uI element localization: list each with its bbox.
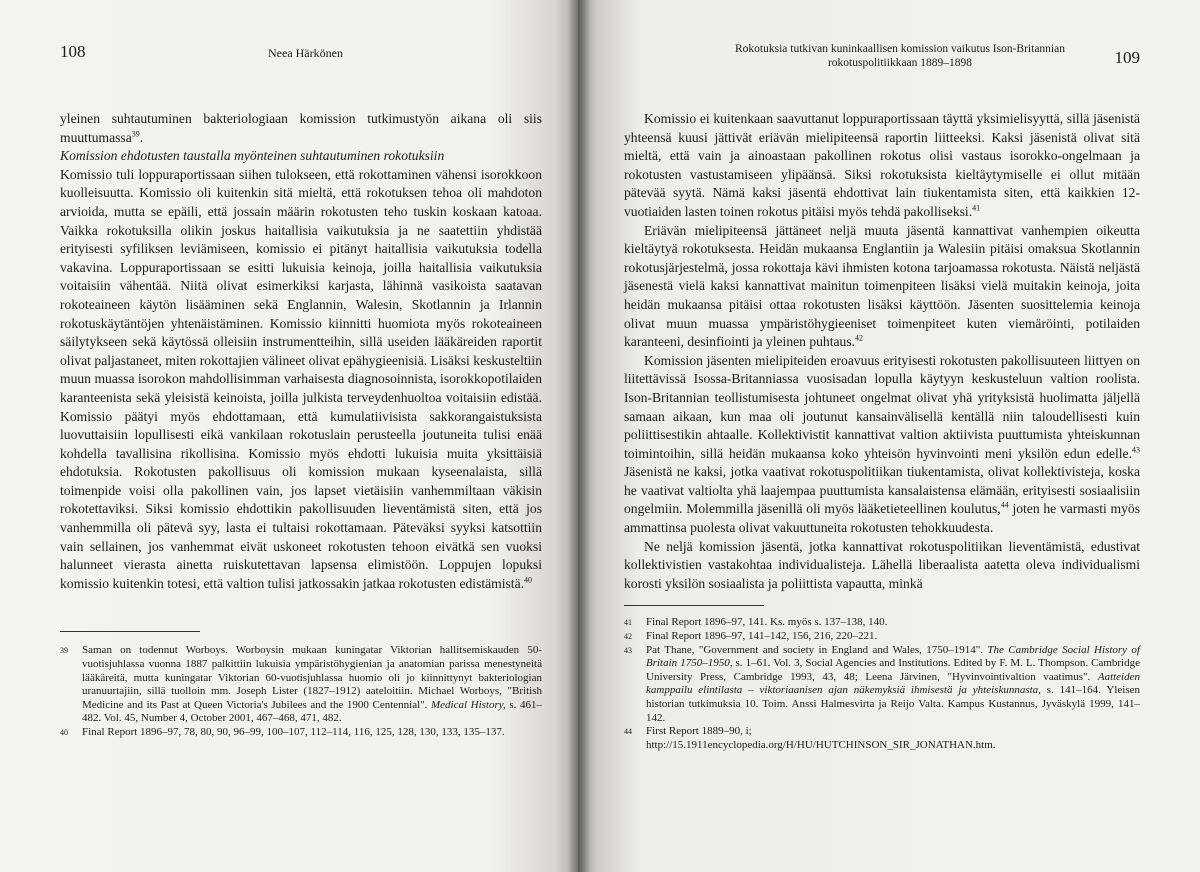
footnote-rule xyxy=(60,631,200,632)
footnote-ref[interactable]: 42 xyxy=(855,333,864,343)
footnote-ref[interactable]: 43 xyxy=(1132,445,1140,455)
footnote: 43 Pat Thane, "Government and society in England and Wales, 1750–1914". The Cambridge Social History of Britain 1750–1950, s. 1–61. Vol. 3, Social Agencies and Institutions. Edited by F. M. L. Thompson. Cambridge University Press, Cambridge 1993, 43, 48; Leena Järvinen, "Hyvinvointivaltion vaatimus". Aatteiden kamppailu elintilasta – viktoriaanisen ajan näkemyksiä ihmisestä ja yhteiskunnasta, s. 141–164. Yleisen historian tutkimuksia 10. Toim. Anssi Halmesvirta ja Reijo Valta. Kampus Kustannus, Jyväskylä 1999, 141–142. xyxy=(624,643,1140,724)
book-gutter xyxy=(568,0,590,872)
footnote: 41 Final Report 1896–97, 141. Ks. myös s. 137–138, 140. xyxy=(624,616,888,629)
running-head-right xyxy=(624,36,1140,76)
footnote-mark: 43 xyxy=(624,645,632,655)
footnote-mark: 39 xyxy=(60,646,68,656)
footnotes-left xyxy=(60,644,542,739)
paragraph: Ne neljä komission jäsentä, jotka kannattivat rokotuspolitiikan lieventämistä, edustivat kollektivistien vastakohtaa individualisteja. Lähellä liberaalista aatetta oleva individualismi korosti yksilön sosiaalista ja poliittista vapautta, minkä xyxy=(624,538,1140,591)
left-page xyxy=(0,0,578,872)
footnote-ref[interactable]: 40 xyxy=(524,575,533,585)
section-heading: Komission ehdotusten taustalla myönteinen suhtautuminen rokotuksiin xyxy=(60,148,445,164)
footnote-mark: 42 xyxy=(624,632,632,642)
footnote-rule xyxy=(624,605,764,606)
footnote-url: http://15.1911encyclopedia.org/H/HU/HUTCHINSON_SIR_JONATHAN.htm. xyxy=(646,738,996,751)
footnote-mark: 40 xyxy=(60,728,68,737)
running-head-author: Neea Härkönen xyxy=(268,46,343,60)
page-number: 108 xyxy=(60,42,86,61)
footnote: 39 Saman on todennut Worboys. Worboysin mukaan kuningatar Viktorian hallitsemiskauden 50-vuotisjuhlassa vuonna 1887 palkittiin lukuisia ympäristöhygienian ja anatomian parissa menestyneitä lääkäreitä, mutta kuningatar Viktorian 60-vuotisjuhlassa huomio oli jo kiinnittynyt bakteriologian uranuurtajiin, sillä tuolloin mm. Joseph Lister (1827–1912) aateloitiin. Michael Worboys, "British Medicine and its Past at Queen Victoria's Jubilees and the 1900 Centennial". Medical History, s. 461–482. Vol. 45, Number 4, October 2001, 467–468, 471, 482. xyxy=(60,644,542,725)
paragraph: Komission jäsenten mielipiteiden eroavuus erityisesti rokotusten pakollisuuteen liittyen on liitettävissä Isossa-Britanniassa vuosisadan lopulla käytyyn keskusteluun valtion roolista. Ison-Britannian teollistumisesta johtuneet ongelmat olivat yhä yrityksistä huolimatta jäljellä samaan aikaan, kun maa oli joutunut kansainvälisellä kentällä niin taloudellisesti kuin poliittisestikin ahtaalle. Kollektivistit kannattivat valtion aktiivista puuttumista yhteiskunnan toimintoihin, sillä heidän mukaansa koko yhteisön hyvinvointi meni yksilön edun edelle.$^{43}$ Jäsenistä ne kaksi, jotka vaativat rokotuspolitiikan tiukentamista, olivat kollektivisteja, koska he vaativat valtiolta yhä laajempaa puuttumista kansalaistensa elämään, erityisesti sosiaalisiin ongelmiin. Molemmilla jäsenillä oli myös lääketieteellinen koulutus,$^{44}$ joten he varmasti myös ammattinsa puolesta olivat vakuuttuneita rokotusten tehokkuudesta. xyxy=(624,352,1141,536)
running-head-left xyxy=(60,36,542,76)
footnote-ref[interactable]: 39 xyxy=(131,129,140,139)
footnote-ref[interactable]: 41 xyxy=(972,203,981,213)
footnotes-right xyxy=(624,616,1140,752)
page-number: 109 xyxy=(1114,48,1140,67)
footnote-mark: 44 xyxy=(624,727,632,737)
running-head-title: Rokotuksia tutkivan kuninkaallisen komission vaikutus Ison-Britannian rokotuspolitiikkaan 1889–1898 xyxy=(735,43,1065,69)
right-page xyxy=(578,0,1200,872)
paragraph: Komissio tuli loppuraportissaan siihen tulokseen, että rokottaminen vähensi isorokkoon kuolleisuutta. Komissio oli kuitenkin sitä mieltä, että rokotuksen tehoa oli mahdoton arvioida, mutta se epäili, että jossain määrin rokotusten teho tuskin koskaan katoaa. Vaikka rokotuksilla olikin joskus haitallisia vaikutuksia ja ne saatettiin yhdistää erityisesti syfiliksen leviämiseen, komissio ei pitänyt haitallisia vaikutuksia todella vakavina. Loppuraportissaan se esitti lukuisia keinoja, joilla haitallisia vaikutuksia voitaisiin vähentää. Niitä olivat esimerkiksi karjasta, lähinnä vasikoista saatavan rokoteaineen käytön lisääminen sekä Englannin, Walesin, Skotlannin ja Irlannin rokotuskäytäntöjen yhtenäistäminen. Komissio kiinnitti huomiota myös rokoteaineen säilytykseen sekä käytössä olleisiin instrumentteihin, sillä useiden lääkäreiden raportit olivat paljastaneet, miten rokottajien välineet olivat epähygieenisiä. Lisäksi keskusteltiin muun muassa isorokon mahdollisimman varhaisesta diagnosoinnista, isorokkopotilaiden karanteenista sekä yleisistä keinoista, joilla julkista terveydenhuoltoa voitaisiin edistää. Komissio päätyi myös ehdottamaan, että kumulatiivisista sakkorangaistuksista luovuttaisiin lopullisesti eikä vankilaan rokotuslain perusteella joutuneita tulisi enää kohdella tavallisina rikollisina. Komissio myös ehdotti lukuisia muita yksittäisiä ehdotuksia. Rokotusten pakollisuus oli komission mukaan kyseenalaista, sillä toimenpide voisi olla pakollinen vain, jos lapset vietäisiin vanhemmiltaan väkisin rokotettaviksi. Siksi komissio ehdottikin pakollisuuden lieventämistä siten, että jos vanhemmilla oli pätevä syy, lasta ei tultaisi rokottamaan. Päteväksi syyksi katsottiin vain sellainen, jos vanhemmat eivät uskoneet rokotusten tehoon eivätkä sen vuoksi halunneet vierasta ainetta ruiskutettavan lapsensa elimistöön. Loppujen lopuksi komissio kuitenkin totesi, että valtion tulisi jatkossakin jatkaa rokotusten edistämistä.$^{40}$ xyxy=(60,166,542,591)
body-text-left xyxy=(60,110,542,593)
footnote-mark: 41 xyxy=(624,618,632,628)
paragraph: Eriävän mielipiteensä jättäneet neljä muuta jäsentä kannattivat vanhempien oikeutta kieltäytyä rokotuksesta. Heidän mukaansa Englantiin ja Walesiin pitäisi omaksua Skotlannin rokotusjärjestelmä, jossa rokottaja kävi ihmisten kotona tarjoamassa rokotusta. Näistä neljästä jäsenestä vielä kaksi kannattivat mainitun toimenpiteen lisäksi vielä muitakin keinoja, joita heidän mukaansa pitäisi ottaa rokotusten lisäksi käyttöön. Jäsenten suosittelemia keinoja olivat muun muassa ympäristöhygieeniset toimenpiteet kuten viemäröinti, potilaiden karanteeni, desinfiointi ja yleinen puhtaus.$^{42}$ xyxy=(624,222,1140,350)
body-text-right xyxy=(624,110,1140,593)
footnote: 44 First Report 1889–90, i; http://15.1911encyclopedia.org/H/HU/HUTCHINSON_SIR_JONATHAN.htm. xyxy=(624,725,996,751)
footnote-ref[interactable]: 44 xyxy=(1000,500,1009,510)
paragraph: Komissio ei kuitenkaan saavuttanut loppuraportissaan täyttä yksimielisyyttä, sillä jäsenistä yhteensä kuusi jättivät eriävän mielipiteensä raportin liitteeksi. Kaksi jäsenistä olivat sitä mieltä, että vain ja ainoastaan pakollinen rokotus olisi vastaus isorokko-ongelmaan ja rokotusten vastustamiseen ylipäänsä. Siksi rokotuksista kieltäytymiselle ei ollut mitään pätevää syytä. Nämä kaksi jäsentä ehdottivat lain tiukentamista siten, että kaikkien 12-vuotiaiden lasten toinen rokotus pitäisi myös tehdä pakolliseksi.$^{41}$ xyxy=(624,111,1140,219)
paragraph: yleinen suhtautuminen bakteriologiaan komission tutkimustyön aikana oli siis muuttumassa$^{39}$. xyxy=(60,111,542,145)
footnote: 42 Final Report 1896–97, 141–142, 156, 216, 220–221. xyxy=(624,630,878,643)
footnote: 40 Final Report 1896–97, 78, 80, 90, 96–99, 100–107, 112–114, 116, 125, 128, 130, 133, 135–137. xyxy=(60,726,505,738)
